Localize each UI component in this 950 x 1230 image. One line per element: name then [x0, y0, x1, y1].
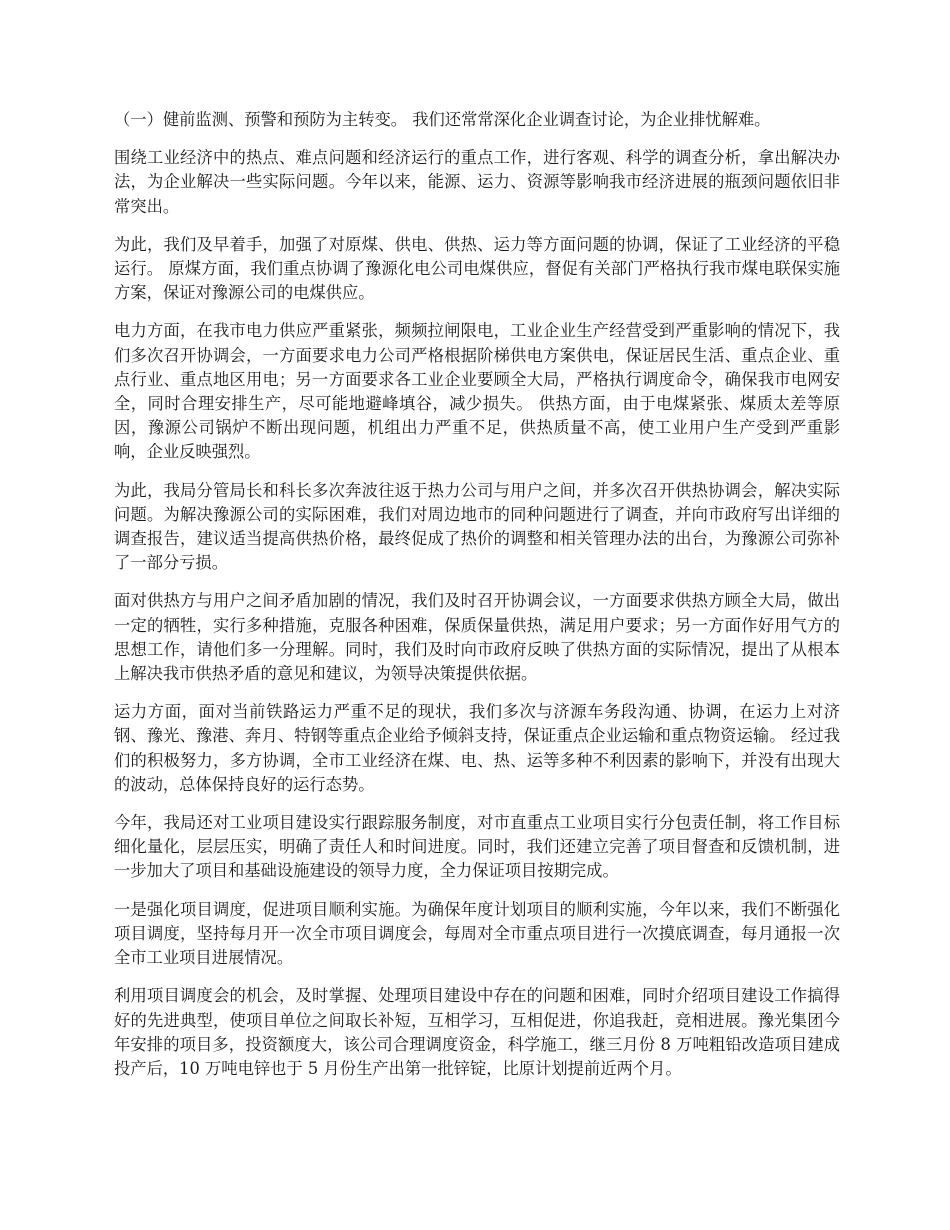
paragraph-6: 面对供热方与用户之间矛盾加剧的情况，我们及时召开协调会议，一方面要求供热方顾全大局，做出一定的牺牲，实行多种措施，克服各种困难，保质保量供热，满足用户要求；另一方面作好用气方的思想工作，请他们多一分理解。同时，我们及时向市政府反映了供热方面的实际情况，提出了从根本上解决我市供热矛盾的意见和建议，为领导决策提供依据。 [114, 591, 840, 684]
paragraph-8: 今年，我局还对工业项目建设实行跟踪服务制度，对市直重点工业项目实行分包责任制，将工作目标细化量化，层层压实，明确了责任人和时间进度。同时，我们还建立完善了项目督查和反馈机制，进一步加大了项目和基础设施建设的领导力度，全力保证项目按期完成。 [114, 813, 840, 881]
paragraph-3: 为此，我们及早着手，加强了对原煤、供电、供热、运力等方面问题的协调，保证了工业经济的平稳运行。 原煤方面，我们重点协调了豫源化电公司电煤供应，督促有关部门严格执行我市煤电联保实施方案，保证对豫源公司的电煤供应。 [114, 234, 840, 303]
paragraph-7: 运力方面，面对当前铁路运力严重不足的现状，我们多次与济源车务段沟通、协调，在运力上对济钢、豫光、豫港、奔月、特钢等重点企业给予倾斜支持，保证重点企业运输和重点物资运输。 经过我们的积极努力，多方协调，全市工业经济在煤、电、热、运等多种不利因素的影响下，并没有出现大的波动，总体保持良好的运行态势。 [114, 702, 840, 794]
document-body [114, 108, 840, 1095]
paragraph-9: 一是强化项目调度，促进项目顺利实施。为确保年度计划项目的顺利实施，今年以来，我们不断强化项目调度，坚持每月开一次全市项目调度会，每周对全市重点项目进行一次摸底调查，每月通报一次全市工业项目进展情况。 [114, 899, 840, 968]
paragraph-1: （一）健前监测、预警和预防为主转变。 我们还常常深化企业调查讨论，为企业排忧解难。 [114, 110, 771, 129]
paragraph-4: 电力方面，在我市电力供应严重紧张，频频拉闸限电，工业企业生产经营受到严重影响的情况下，我们多次召开协调会，一方面要求电力公司严格根据阶梯供电方案供电，保证居民生活、重点企业、重点行业、重点地区用电；另一方面要求各工业企业要顾全大局，严格执行调度命令，确保我市电网安全，同时合理安排生产，尽可能地避峰填谷，减少损失。 供热方面，由于电煤紧张、煤质太差等原因，豫源公司锅炉不断出现问题，机组出力严重不足，供热质量不高，使工业用户生产受到严重影响，企业反映强烈。 [114, 321, 840, 462]
paragraph-2: 围绕工业经济中的热点、难点问题和经济运行的重点工作，进行客观、科学的调查分析，拿出解决办法，为企业解决一些实际问题。今年以来，能源、运力、资源等影响我市经济进展的瓶颈问题依旧非常突出。 [114, 148, 840, 216]
paragraph-5: 为此，我局分管局长和科长多次奔波往返于热力公司与用户之间，并多次召开供热协调会，解决实际问题。为解决豫源公司的实际困难，我们对周边地市的同种问题进行了调查，并向市政府写出详细的调查报告，建议适当提高供热价格，最终促成了热价的调整和相关管理办法的出台，为豫源公司弥补了一部分亏损。 [114, 480, 840, 573]
paragraph-10: 利用项目调度会的机会，及时掌握、处理项目建设中存在的问题和困难，同时介绍项目建设工作搞得好的先进典型，使项目单位之间取长补短，互相学习，互相促进，你追我赶，竞相进展。豫光集团今年安排的项目多，投资额度大，该公司合理调度资金，科学施工，继三月份 8 万吨粗铅改造项目建成投产后，10 万吨电锌也于 5 月份生产出第一批锌锭，比原计划提前近两个月。 [114, 986, 840, 1078]
